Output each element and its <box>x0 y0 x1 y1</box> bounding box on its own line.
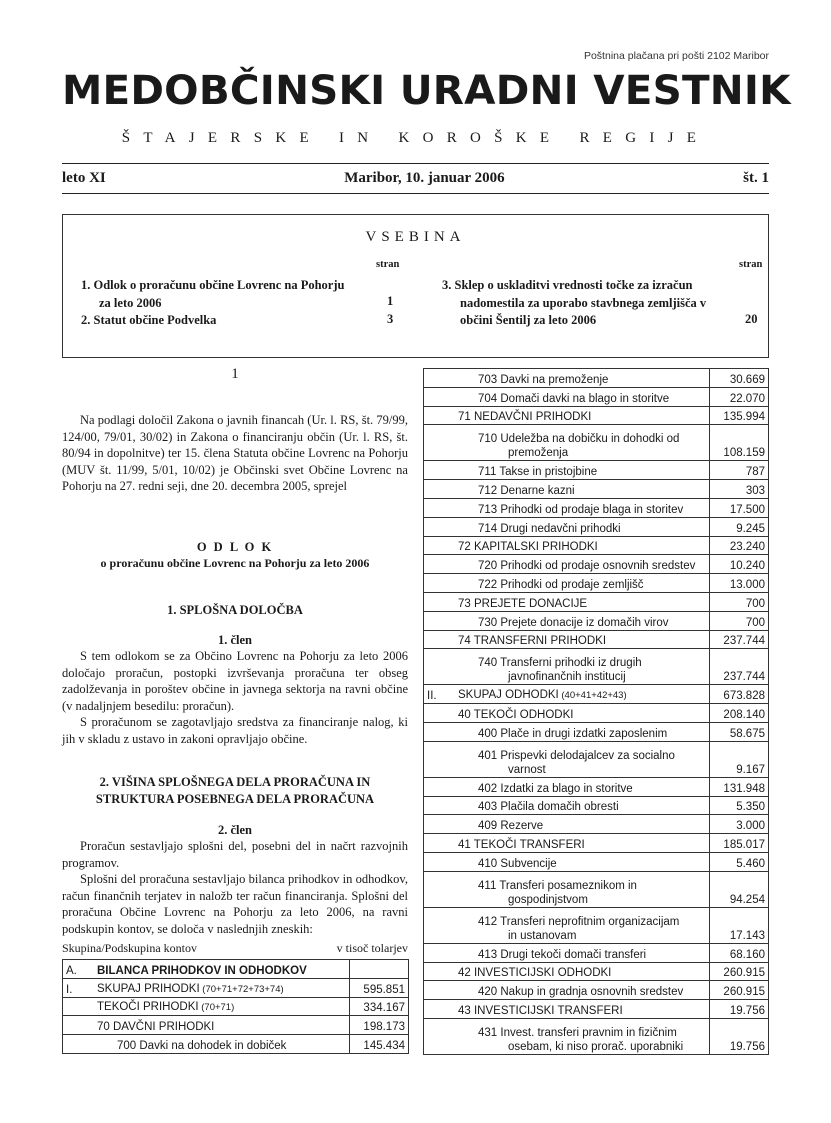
row-value: 673.828 <box>710 685 769 704</box>
table-row <box>424 815 769 834</box>
row-label-text: 720 Prihodki od prodaje osnovnih sredstev <box>478 560 696 573</box>
issue-year: leto XI <box>62 170 106 186</box>
row-label-line-1: 412 Transferi neprofitnim organizacijam <box>478 915 680 928</box>
clen-2-paragraph-1: Proračun sestavljajo splošni del, posebni del in načrt razvojnih programov. <box>62 839 408 870</box>
row-value: 237.744 <box>710 649 769 685</box>
row-code <box>424 425 455 461</box>
issue-place-date: Maribor, 10. januar 2006 <box>344 170 505 186</box>
row-label-text: 43 INVESTICIJSKI TRANSFERI <box>458 1004 623 1017</box>
row-value: 3.000 <box>710 815 769 834</box>
row-code <box>424 649 455 685</box>
row-label-text: 714 Drugi nedavčni prihodki <box>478 522 621 535</box>
row-value: 787 <box>710 461 769 480</box>
row-value: 5.460 <box>710 852 769 871</box>
table-row <box>424 630 769 649</box>
table-row <box>424 649 769 685</box>
contents-item-1-page: 1 <box>387 294 394 308</box>
postage-note: Poštnina plačana pri pošti 2102 Maribor <box>583 50 769 62</box>
row-code <box>424 630 455 649</box>
row-code <box>424 517 455 536</box>
budget-table-right <box>423 368 769 1055</box>
table-row <box>424 685 769 704</box>
row-code <box>63 1035 94 1054</box>
table-row <box>424 834 769 853</box>
row-code: II. <box>424 685 455 704</box>
row-label <box>454 536 710 555</box>
contents-item-1[interactable]: 1. Odlok o proračunu občine Lovrenc na Pohorju za leto 2006 <box>81 278 345 310</box>
row-code <box>424 943 455 962</box>
row-label <box>454 592 710 611</box>
row-value: 595.851 <box>350 978 409 997</box>
row-label <box>454 962 710 981</box>
row-label <box>454 815 710 834</box>
decree-title: O D L O K <box>196 540 274 554</box>
row-label-text: 703 Davki na premoženje <box>478 373 609 386</box>
row-code <box>424 536 455 555</box>
row-value: 108.159 <box>710 425 769 461</box>
row-label-text: 41 TEKOČI TRANSFERI <box>458 838 585 851</box>
row-label-line-2: gospodinjstvom <box>508 893 588 906</box>
row-value: 17.143 <box>710 907 769 943</box>
row-code <box>424 815 455 834</box>
section-1-heading: 1. SPLOŠNA DOLOČBA <box>167 603 303 617</box>
row-label <box>93 1035 350 1054</box>
row-value: 22.070 <box>710 387 769 406</box>
row-label-text: SKUPAJ ODHODKI <box>458 689 559 702</box>
table-caption-left: Skupina/Podskupina kontov <box>62 941 198 955</box>
header-rule-bottom <box>62 193 769 194</box>
row-code <box>424 461 455 480</box>
row-label <box>454 461 710 480</box>
row-value: 19.756 <box>710 1018 769 1054</box>
table-row <box>63 960 409 979</box>
row-value: 700 <box>710 592 769 611</box>
row-code <box>424 574 455 593</box>
row-label-text: SKUPAJ PRIHODKI <box>97 982 200 995</box>
row-code <box>424 387 455 406</box>
row-value: 237.744 <box>710 630 769 649</box>
row-code <box>424 498 455 517</box>
row-label-text: TEKOČI PRIHODKI <box>97 1001 199 1014</box>
row-label <box>454 943 710 962</box>
row-label-text: 72 KAPITALSKI PRIHODKI <box>458 541 598 554</box>
row-code <box>424 796 455 815</box>
contents-box <box>62 214 769 358</box>
row-code <box>63 997 94 1016</box>
row-label-line-1: 431 Invest. transferi pravnim in fizičnim <box>478 1026 677 1039</box>
row-label <box>454 871 710 907</box>
row-label <box>454 704 710 723</box>
row-label <box>454 498 710 517</box>
table-row <box>424 722 769 741</box>
contents-item-3[interactable]: 3. Sklep o uskladitvi vrednosti točke za izračun nadomestila za uporabo stavbnega zemljišča v občini Šentilj za leto 2006 <box>442 278 707 327</box>
row-code <box>424 369 455 388</box>
row-value: 10.240 <box>710 555 769 574</box>
table-row <box>424 517 769 536</box>
row-label-line-1: 401 Prispevki delodajalcev za socialno <box>478 749 675 762</box>
contents-page-header-right: stran <box>739 259 763 270</box>
row-code <box>424 741 455 777</box>
table-row <box>424 536 769 555</box>
table-row <box>63 1016 409 1035</box>
preamble: Na podlagi določil Zakona o javnih financah (Ur. l. RS, št. 79/99, 124/00, 79/01, 30/02) in Zakona o financiranju občin (Ur. l. RS, št. 80/94 in dopolnitve) ter 15. člena Statuta občine Lovrenc na Pohorju (MUV št. 11/99, 5/01, 10/02) je Občinski svet Občine Lovrenc na Pohorju na 27. redni seji, dne 20. decembra 2005, sprejel <box>62 413 408 494</box>
table-row <box>63 1035 409 1054</box>
row-label <box>454 406 710 425</box>
row-value: 145.434 <box>350 1035 409 1054</box>
table-row <box>424 943 769 962</box>
row-label-text: 730 Prejete donacije iz domačih virov <box>478 616 669 629</box>
issue-info-line <box>62 170 769 187</box>
row-label <box>93 997 350 1016</box>
row-label-text: 400 Plače in drugi izdatki zaposlenim <box>478 727 668 740</box>
row-label-text: 722 Prihodki od prodaje zemljišč <box>478 578 644 591</box>
table-row <box>424 741 769 777</box>
table-caption-right: v tisoč tolarjev <box>336 941 408 955</box>
row-value: 23.240 <box>710 536 769 555</box>
table-row <box>424 1000 769 1019</box>
row-code <box>424 907 455 943</box>
row-code <box>424 871 455 907</box>
row-label-line-1: 710 Udeležba na dobičku in dohodki od <box>478 433 680 446</box>
contents-page-header-left: stran <box>376 259 400 270</box>
row-label <box>454 685 710 704</box>
row-label <box>454 722 710 741</box>
row-label-text: 70 DAVČNI PRIHODKI <box>97 1021 215 1034</box>
article-number: 1 <box>231 366 239 382</box>
row-value: 9.167 <box>710 741 769 777</box>
row-formula: (70+71+72+73+74) <box>199 983 284 995</box>
table-row <box>424 425 769 461</box>
row-label <box>454 834 710 853</box>
row-label <box>454 611 710 630</box>
row-code <box>424 704 455 723</box>
row-formula: (40+41+42+43) <box>558 690 627 702</box>
row-code <box>424 555 455 574</box>
row-value: 260.915 <box>710 962 769 981</box>
table-row <box>424 981 769 1000</box>
row-code <box>424 406 455 425</box>
row-value <box>350 960 409 979</box>
row-label-line-2: osebam, ki niso prorač. uporabniki <box>508 1040 684 1053</box>
decree-subtitle: o proračunu občine Lovrenc na Pohorju za leto 2006 <box>100 556 370 570</box>
row-label <box>454 981 710 1000</box>
row-value: 68.160 <box>710 943 769 962</box>
row-label-text: BILANCA PRIHODKOV IN ODHODKOV <box>97 964 307 977</box>
row-label-text: 73 PREJETE DONACIJE <box>458 597 588 610</box>
row-label <box>454 649 710 685</box>
table-row <box>424 962 769 981</box>
row-code <box>424 1000 455 1019</box>
row-code: A. <box>63 960 94 979</box>
clen-2-heading: 2. člen <box>217 823 253 837</box>
row-label <box>93 1016 350 1035</box>
row-label-line-2: varnost <box>508 763 546 776</box>
table-row <box>424 574 769 593</box>
row-label-text: 40 TEKOČI ODHODKI <box>458 708 574 721</box>
table-row <box>424 387 769 406</box>
row-value: 94.254 <box>710 871 769 907</box>
budget-table-left <box>62 959 409 1054</box>
row-value: 13.000 <box>710 574 769 593</box>
row-value: 700 <box>710 611 769 630</box>
row-code <box>424 981 455 1000</box>
row-label-line-2: javnofinančnih institucij <box>508 671 626 684</box>
row-label-line-2: premoženja <box>508 447 569 460</box>
row-label-line-1: 411 Transferi posameznikom in <box>478 879 637 892</box>
row-label <box>454 369 710 388</box>
row-code <box>424 852 455 871</box>
section-2-heading-line-2: STRUKTURA POSEBNEGA DELA PRORAČUNA <box>95 792 375 806</box>
masthead-subtitle: ŠTAJERSKE IN KOROŠKE REGIJE <box>121 130 710 146</box>
row-label-text: 409 Rezerve <box>478 820 544 833</box>
row-code <box>424 777 455 796</box>
row-value: 58.675 <box>710 722 769 741</box>
contents-item-2[interactable]: 2. Statut občine Podvelka <box>81 313 217 327</box>
row-value: 208.140 <box>710 704 769 723</box>
row-label-text: 712 Denarne kazni <box>478 484 575 497</box>
table-row <box>424 461 769 480</box>
table-row <box>63 997 409 1016</box>
row-label <box>454 387 710 406</box>
row-label <box>93 960 350 979</box>
masthead-title: MEDOBČINSKI URADNI VESTNIK <box>62 66 791 114</box>
row-label <box>454 480 710 499</box>
row-label-text: 711 Takse in pristojbine <box>478 466 598 479</box>
row-label <box>454 777 710 796</box>
contents-item-3-page: 20 <box>745 312 758 326</box>
row-label-text: 42 INVESTICIJSKI ODHODKI <box>458 967 612 980</box>
clen-1-paragraph-1: S tem odlokom se za Občino Lovrenc na Pohorju za leto 2006 določajo proračun, postopki izvrševanja proračuna ter obseg zadolževanja in poroštev občine in javnega sektorja na ravni občine (v nadaljnjem besedilu: proračun). <box>62 649 408 713</box>
row-value: 30.669 <box>710 369 769 388</box>
row-label-line-1: 740 Transferni prihodki iz drugih <box>478 657 642 670</box>
contents-item-2-page: 3 <box>387 312 394 326</box>
row-value: 5.350 <box>710 796 769 815</box>
row-label-text: 403 Plačila domačih obresti <box>478 801 619 814</box>
row-value: 334.167 <box>350 997 409 1016</box>
row-label <box>454 630 710 649</box>
contents-title: VSEBINA <box>365 229 466 245</box>
row-label-text: 413 Drugi tekoči domači transferi <box>478 948 647 961</box>
row-code <box>424 834 455 853</box>
clen-1-paragraph-2: S proračunom se zagotavljajo sredstva za financiranje nalog, ki jih v skladu z ustavo in zakoni opravljajo občine. <box>62 715 408 746</box>
row-value: 185.017 <box>710 834 769 853</box>
table-row <box>424 1018 769 1054</box>
row-value: 17.500 <box>710 498 769 517</box>
row-value: 303 <box>710 480 769 499</box>
table-row <box>424 555 769 574</box>
table-row <box>424 498 769 517</box>
clen-1-heading: 1. člen <box>217 633 253 647</box>
table-row <box>424 907 769 943</box>
section-2-heading-line-1: 2. VIŠINA SPLOŠNEGA DELA PRORAČUNA IN <box>99 775 371 789</box>
row-label-text: 74 TRANSFERNI PRIHODKI <box>458 635 607 648</box>
table-row <box>424 592 769 611</box>
clen-2-paragraph-2: Splošni del proračuna sestavljajo bilanca prihodkov in odhodkov, račun finančnih terjatev in naložb ter račun financiranja. Splošni del proračuna Občine Lovrenc na Pohorju za leto 2006, na ravni podskupin kontov, se določa v naslednjih zneskih: <box>62 872 408 936</box>
table-row <box>424 871 769 907</box>
table-row <box>424 796 769 815</box>
row-label <box>454 1018 710 1054</box>
row-value: 9.245 <box>710 517 769 536</box>
row-label-line-2: in ustanovam <box>508 929 577 942</box>
header-rule-top <box>62 163 769 164</box>
row-code <box>424 592 455 611</box>
table-row <box>424 480 769 499</box>
table-row <box>424 611 769 630</box>
row-label-text: 713 Prihodki od prodaje blaga in storitev <box>478 503 684 516</box>
row-label <box>93 978 350 997</box>
row-label <box>454 852 710 871</box>
row-value: 19.756 <box>710 1000 769 1019</box>
row-label-text: 704 Domači davki na blago in storitve <box>478 392 670 405</box>
row-code <box>424 722 455 741</box>
row-code <box>424 480 455 499</box>
row-code <box>63 1016 94 1035</box>
table-row <box>424 369 769 388</box>
issue-number: št. 1 <box>743 170 769 186</box>
row-label <box>454 741 710 777</box>
row-label <box>454 555 710 574</box>
row-label <box>454 574 710 593</box>
table-row <box>424 777 769 796</box>
row-code <box>424 1018 455 1054</box>
row-label-text: 420 Nakup in gradnja osnovnih sredstev <box>478 986 684 999</box>
row-value: 198.173 <box>350 1016 409 1035</box>
row-label-text: 410 Subvencije <box>478 857 557 870</box>
row-value: 260.915 <box>710 981 769 1000</box>
row-code <box>424 962 455 981</box>
table-row <box>424 406 769 425</box>
table-row <box>424 704 769 723</box>
row-formula: (70+71) <box>198 1002 235 1014</box>
row-label <box>454 425 710 461</box>
row-value: 131.948 <box>710 777 769 796</box>
row-code <box>424 611 455 630</box>
table-row <box>424 852 769 871</box>
table-caption <box>62 940 408 957</box>
row-label <box>454 1000 710 1019</box>
row-label <box>454 517 710 536</box>
table-row <box>63 978 409 997</box>
row-value: 135.994 <box>710 406 769 425</box>
row-label-text: 71 NEDAVČNI PRIHODKI <box>458 411 592 424</box>
row-label <box>454 796 710 815</box>
row-label-text: 402 Izdatki za blago in storitve <box>478 782 633 795</box>
row-label <box>454 907 710 943</box>
row-code: I. <box>63 978 94 997</box>
row-label-text: 700 Davki na dohodek in dobiček <box>117 1039 287 1052</box>
